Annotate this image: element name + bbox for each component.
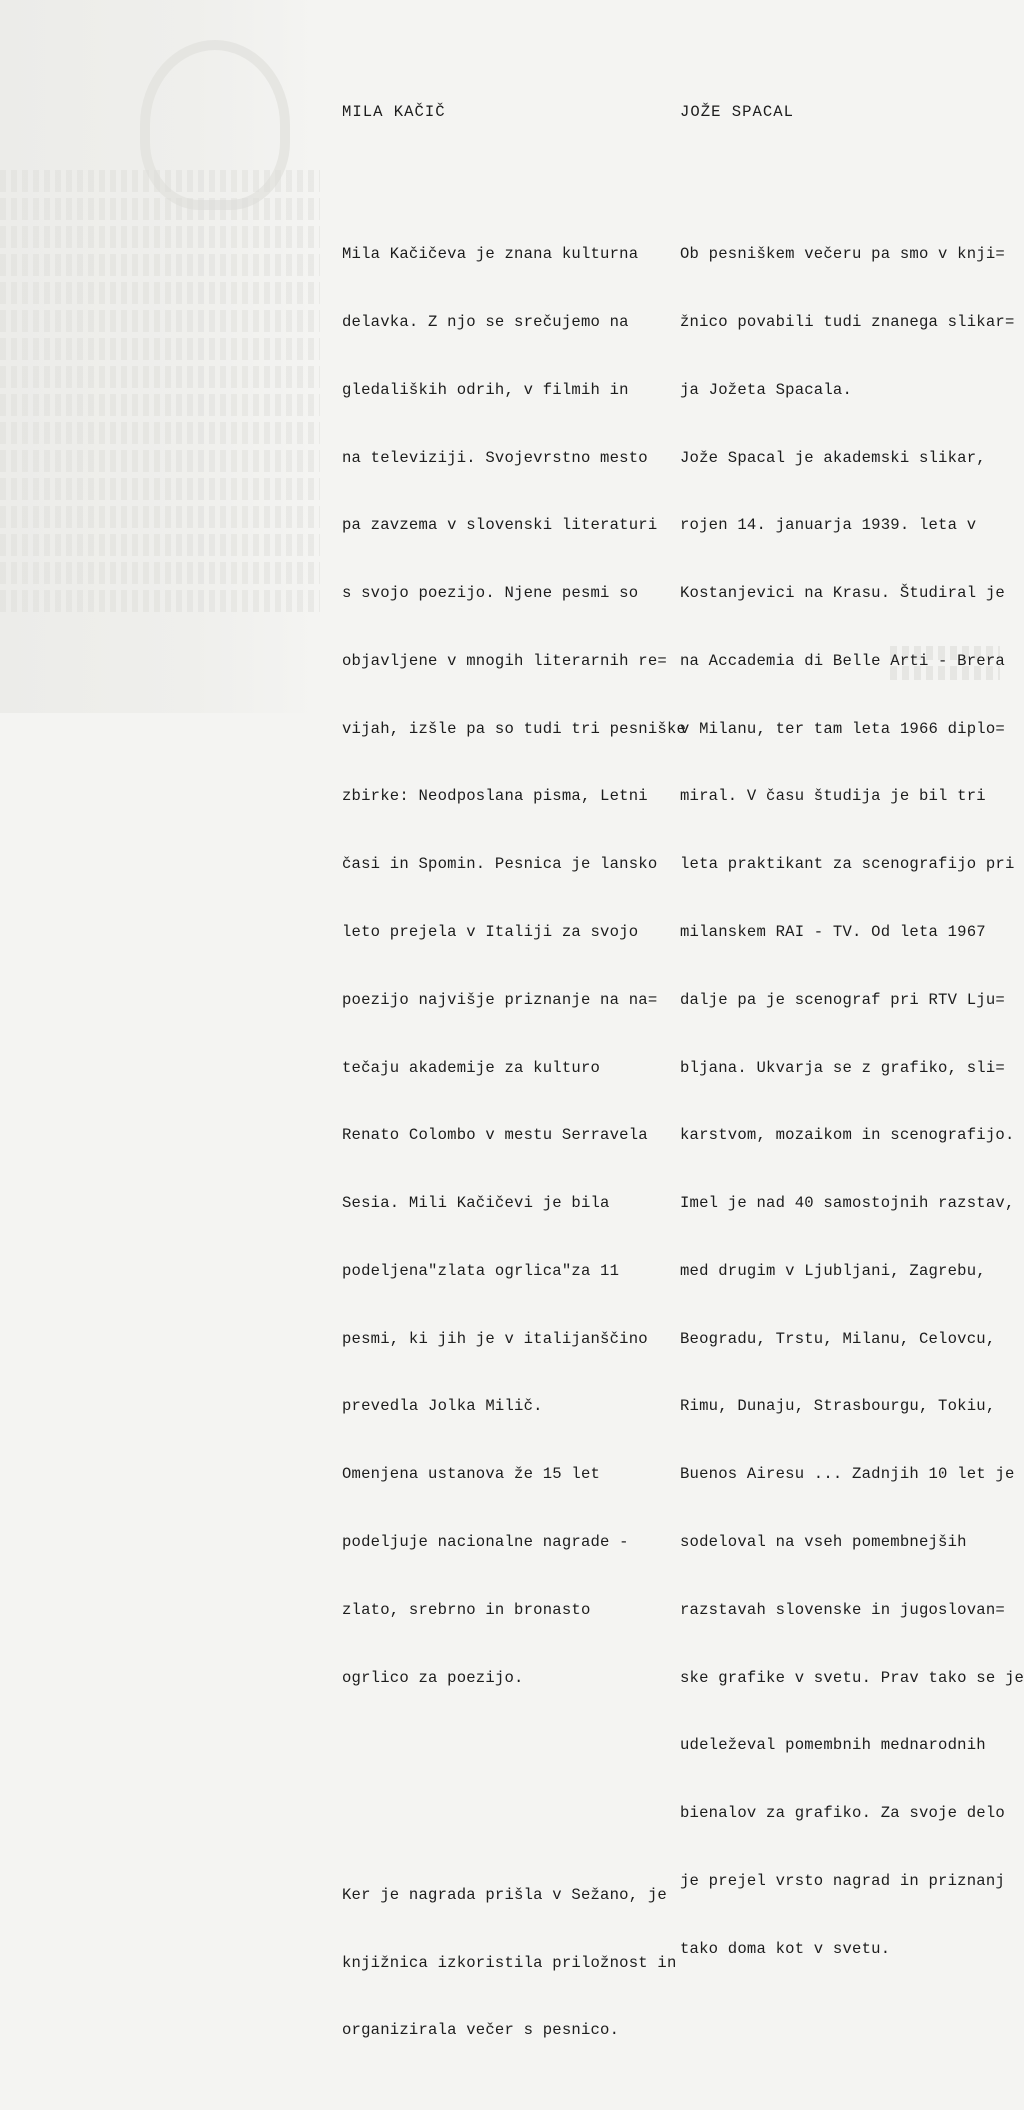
left-paragraph-2 bbox=[342, 1839, 686, 2088]
bleed-through-text bbox=[0, 170, 320, 618]
text-line: je prejel vrsto nagrad in priznanj bbox=[680, 1871, 1005, 1890]
right-paragraph-1 bbox=[680, 198, 1024, 2006]
left-column bbox=[342, 56, 686, 2110]
text-line: razstavah slovenske in jugoslovan= bbox=[680, 1600, 1005, 1619]
left-paragraph-1 bbox=[342, 198, 686, 1734]
text-line: Buenos Airesu ... Zadnjih 10 let je bbox=[680, 1465, 1015, 1484]
text-line: Mila Kačičeva je znana kulturna bbox=[342, 245, 639, 264]
text-line: med drugim v Ljubljani, Zagrebu, bbox=[680, 1261, 986, 1280]
right-column bbox=[680, 56, 1024, 2028]
text-line: gledaliških odrih, v filmih in bbox=[342, 380, 629, 399]
text-line: organizirala večer s pesnico. bbox=[342, 2021, 620, 2040]
text-line: Jože Spacal je akademski slikar, bbox=[680, 448, 986, 467]
text-line: Beogradu, Trstu, Milanu, Celovcu, bbox=[680, 1329, 996, 1348]
text-line: leta praktikant za scenografijo pri bbox=[680, 855, 1015, 874]
text-line: sodeloval na vseh pomembnejših bbox=[680, 1533, 967, 1551]
text-line: miral. V času študija je bil tri bbox=[680, 787, 986, 806]
text-line: ogrlico za poezijo. bbox=[342, 1668, 524, 1687]
text-line: pa zavzema v slovenski literaturi bbox=[342, 516, 658, 535]
text-line: bljana. Ukvarja se z grafiko, sli= bbox=[680, 1058, 1005, 1077]
text-line: zbirke: Neodposlana pisma, Letni bbox=[342, 787, 648, 806]
text-line: poezijo najvišje priznanje na na= bbox=[342, 990, 658, 1009]
text-line: podeljena"zlata ogrlica"za 11 bbox=[342, 1261, 620, 1280]
text-line: na televiziji. Svojevrstno mesto bbox=[342, 448, 648, 467]
text-line: Ob pesniškem večeru pa smo v knji= bbox=[680, 245, 1005, 264]
text-line: rojen 14. januarja 1939. leta v bbox=[680, 516, 977, 535]
text-line: milanskem RAI - TV. Od leta 1967 bbox=[680, 922, 986, 941]
text-line: bienalov za grafiko. Za svoje delo bbox=[680, 1804, 1005, 1823]
text-line: Ker je nagrada prišla v Sežano, je bbox=[342, 1885, 667, 1904]
paragraph-gap bbox=[342, 1780, 686, 1794]
text-line: pesmi, ki jih je v italijanščino bbox=[342, 1329, 648, 1348]
text-line: knjižnica izkoristila priložnost in bbox=[342, 1953, 677, 1972]
text-line: Omenjena ustanova že 15 let bbox=[342, 1465, 601, 1484]
text-line: leto prejela v Italiji za svojo bbox=[342, 922, 639, 941]
text-line: Sesia. Mili Kačičevi je bila bbox=[342, 1194, 610, 1213]
text-line: Imel je nad 40 samostojnih razstav, bbox=[680, 1194, 1015, 1213]
text-line: zlato, srebrno in bronasto bbox=[342, 1600, 591, 1619]
text-line: tečaju akademije za kulturo bbox=[342, 1058, 601, 1077]
text-line: Renato Colombo v mestu Serravela bbox=[342, 1126, 648, 1145]
left-column-title: MILA KAČIČ bbox=[342, 103, 446, 122]
text-line: vijah, izšle pa so tudi tri pesniške bbox=[342, 719, 687, 738]
text-line: prevedla Jolka Milič. bbox=[342, 1397, 543, 1416]
text-line: dalje pa je scenograf pri RTV Lju= bbox=[680, 990, 1005, 1009]
right-column-title: JOŽE SPACAL bbox=[680, 103, 794, 122]
bleed-through-area bbox=[0, 0, 320, 713]
text-line: karstvom, mozaikom in scenografijo. bbox=[680, 1126, 1015, 1145]
text-line: objavljene v mnogih literarnih re= bbox=[342, 651, 667, 670]
text-line: v Milanu, ter tam leta 1966 diplo= bbox=[680, 719, 1005, 738]
text-line: udeleževal pomembnih mednarodnih bbox=[680, 1736, 986, 1755]
text-line: tako doma kot v svetu. bbox=[680, 1939, 891, 1958]
text-line: na Accademia di Belle Arti - Brera bbox=[680, 651, 1005, 670]
text-line: podeljuje nacionalne nagrade - bbox=[342, 1533, 629, 1551]
text-line: časi in Spomin. Pesnica je lansko bbox=[342, 855, 658, 874]
text-line: ja Jožeta Spacala. bbox=[680, 380, 853, 399]
text-line: Rimu, Dunaju, Strasbourgu, Tokiu, bbox=[680, 1397, 996, 1416]
text-line: s svojo poezijo. Njene pesmi so bbox=[342, 584, 639, 603]
text-line: delavka. Z njo se srečujemo na bbox=[342, 312, 629, 331]
text-line: ske grafike v svetu. Prav tako se je bbox=[680, 1668, 1024, 1687]
text-line: Kostanjevici na Krasu. Študiral je bbox=[680, 584, 1005, 603]
text-line: žnico povabili tudi znanega slikar= bbox=[680, 312, 1015, 331]
